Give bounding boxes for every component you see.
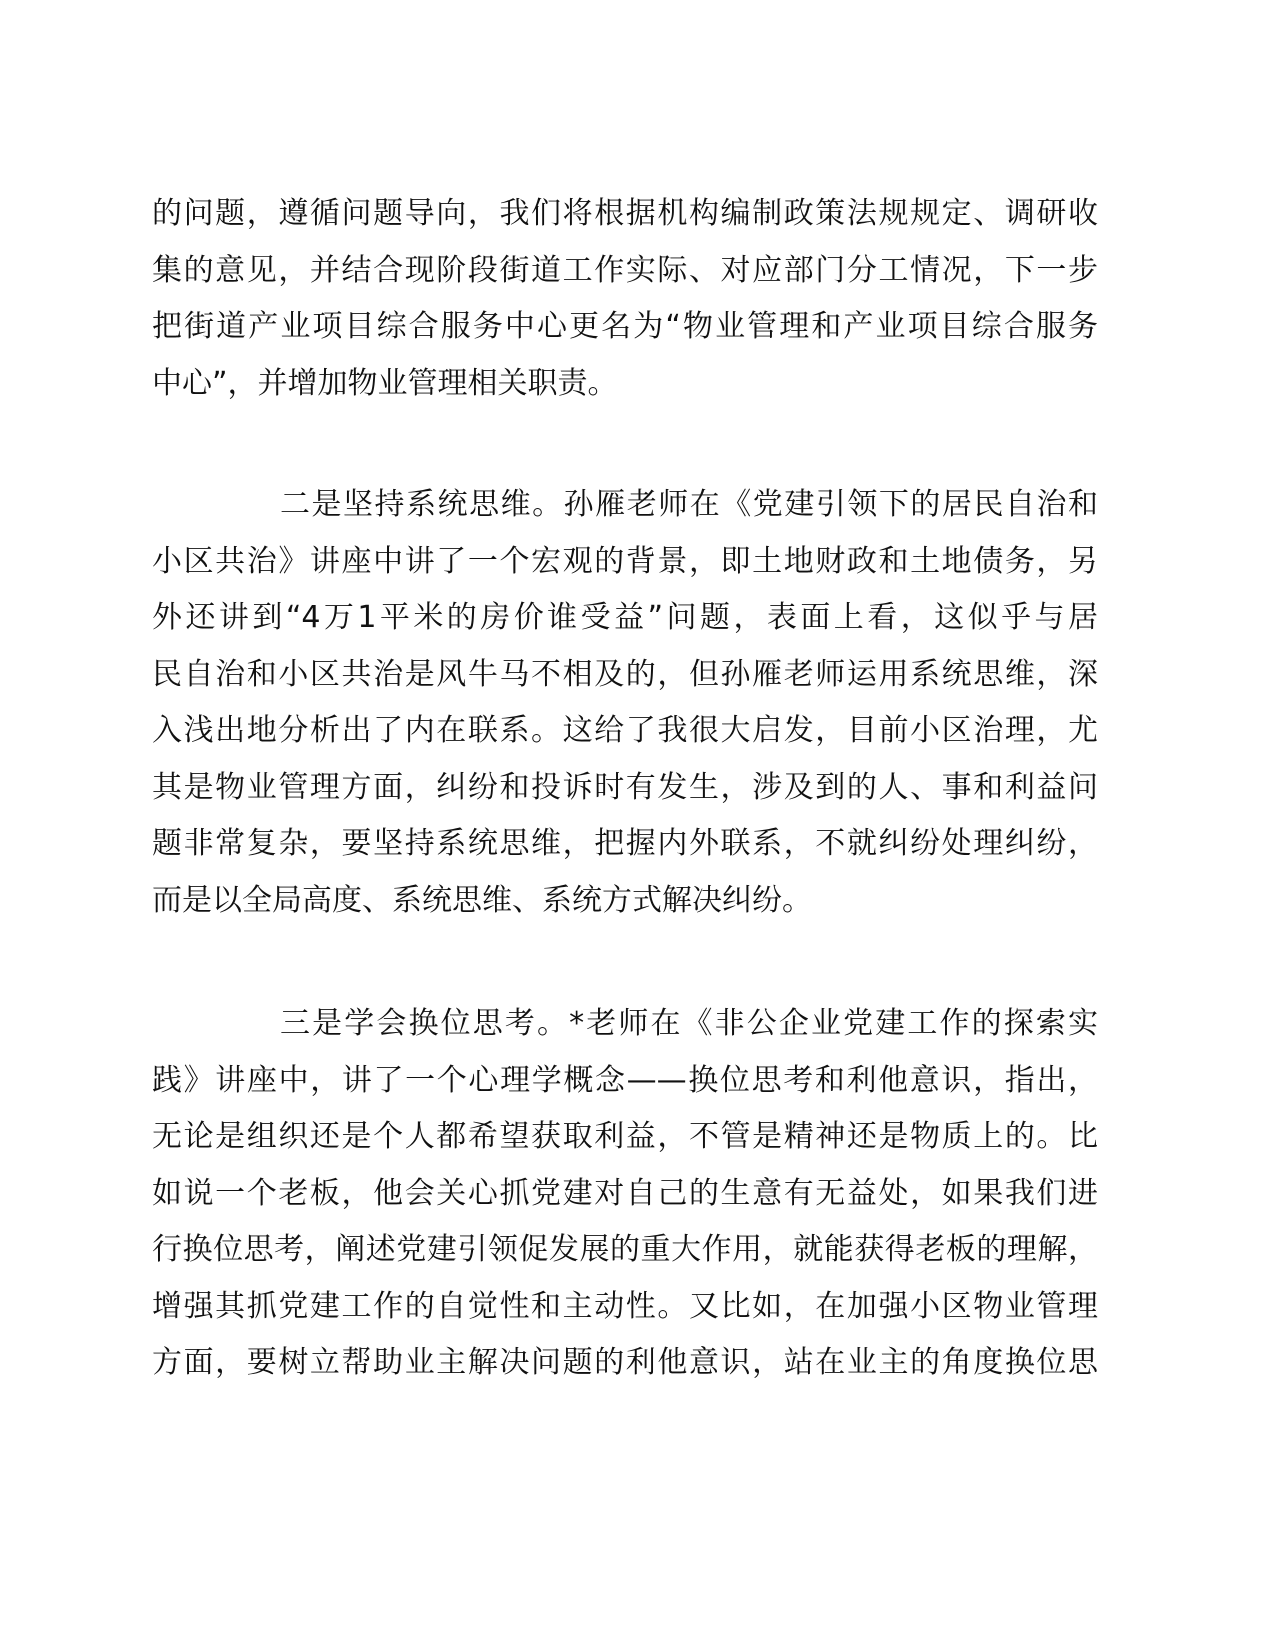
paragraph-line: 行换位思考，阐述党建引领促发展的重大作用，就能获得老板的理解， bbox=[152, 1232, 1098, 1267]
paragraph-line: 方面，要树立帮助业主解决问题的利他意识，站在业主的角度换位思 bbox=[152, 1345, 1098, 1380]
paragraph-line: 三是学会换位思考。*老师在《非公企业党建工作的探索实 bbox=[280, 1006, 1098, 1041]
paragraph-line: 践》讲座中，讲了一个心理学概念——换位思考和利他意识，指出， bbox=[152, 1062, 1098, 1098]
paragraph-3 bbox=[152, 996, 1098, 1392]
paragraph-line: 把街道产业项目综合服务中心更名为“物业管理和产业项目综合服务 bbox=[152, 309, 1098, 344]
paragraph-line: 无论是组织还是个人都希望获取利益，不管是精神还是物质上的。比 bbox=[152, 1119, 1098, 1154]
paragraph-line: 集的意见，并结合现阶段街道工作实际、对应部门分工情况，下一步 bbox=[152, 252, 1098, 288]
paragraph-line: 的问题，遵循问题导向，我们将根据机构编制政策法规规定、调研收 bbox=[152, 196, 1098, 231]
paragraph-line: 题非常复杂，要坚持系统思维，把握内外联系，不就纠纷处理纠纷， bbox=[152, 826, 1098, 861]
paragraph-line: 民自治和小区共治是风牛马不相及的，但孙雁老师运用系统思维，深 bbox=[152, 656, 1098, 692]
paragraph-line: 而是以全局高度、系统思维、系统方式解决纠纷。 bbox=[152, 882, 812, 918]
paragraph-line: 增强其抓党建工作的自觉性和主动性。又比如，在加强小区物业管理 bbox=[152, 1288, 1098, 1324]
paragraph-line: 如说一个老板，他会关心抓党建对自己的生意有无益处，如果我们进 bbox=[152, 1175, 1098, 1211]
paragraph-line: 二是坚持系统思维。孙雁老师在《党建引领下的居民自治和 bbox=[280, 487, 1098, 522]
paragraph-line: 其是物业管理方面，纠纷和投诉时有发生，涉及到的人、事和利益问 bbox=[152, 769, 1098, 805]
paragraph-2 bbox=[152, 477, 1098, 929]
paragraph-line: 外还讲到“4万1平米的房价谁受益”问题，表面上看，这似乎与居 bbox=[152, 600, 1098, 635]
paragraph-line: 中心”，并增加物业管理相关职责。 bbox=[152, 365, 618, 401]
paragraph-1 bbox=[152, 186, 1098, 412]
paragraph-line: 小区共治》讲座中讲了一个宏观的背景，即土地财政和土地债务，另 bbox=[152, 543, 1098, 579]
paragraph-line: 入浅出地分析出了内在联系。这给了我很大启发，目前小区治理，尤 bbox=[152, 713, 1098, 748]
